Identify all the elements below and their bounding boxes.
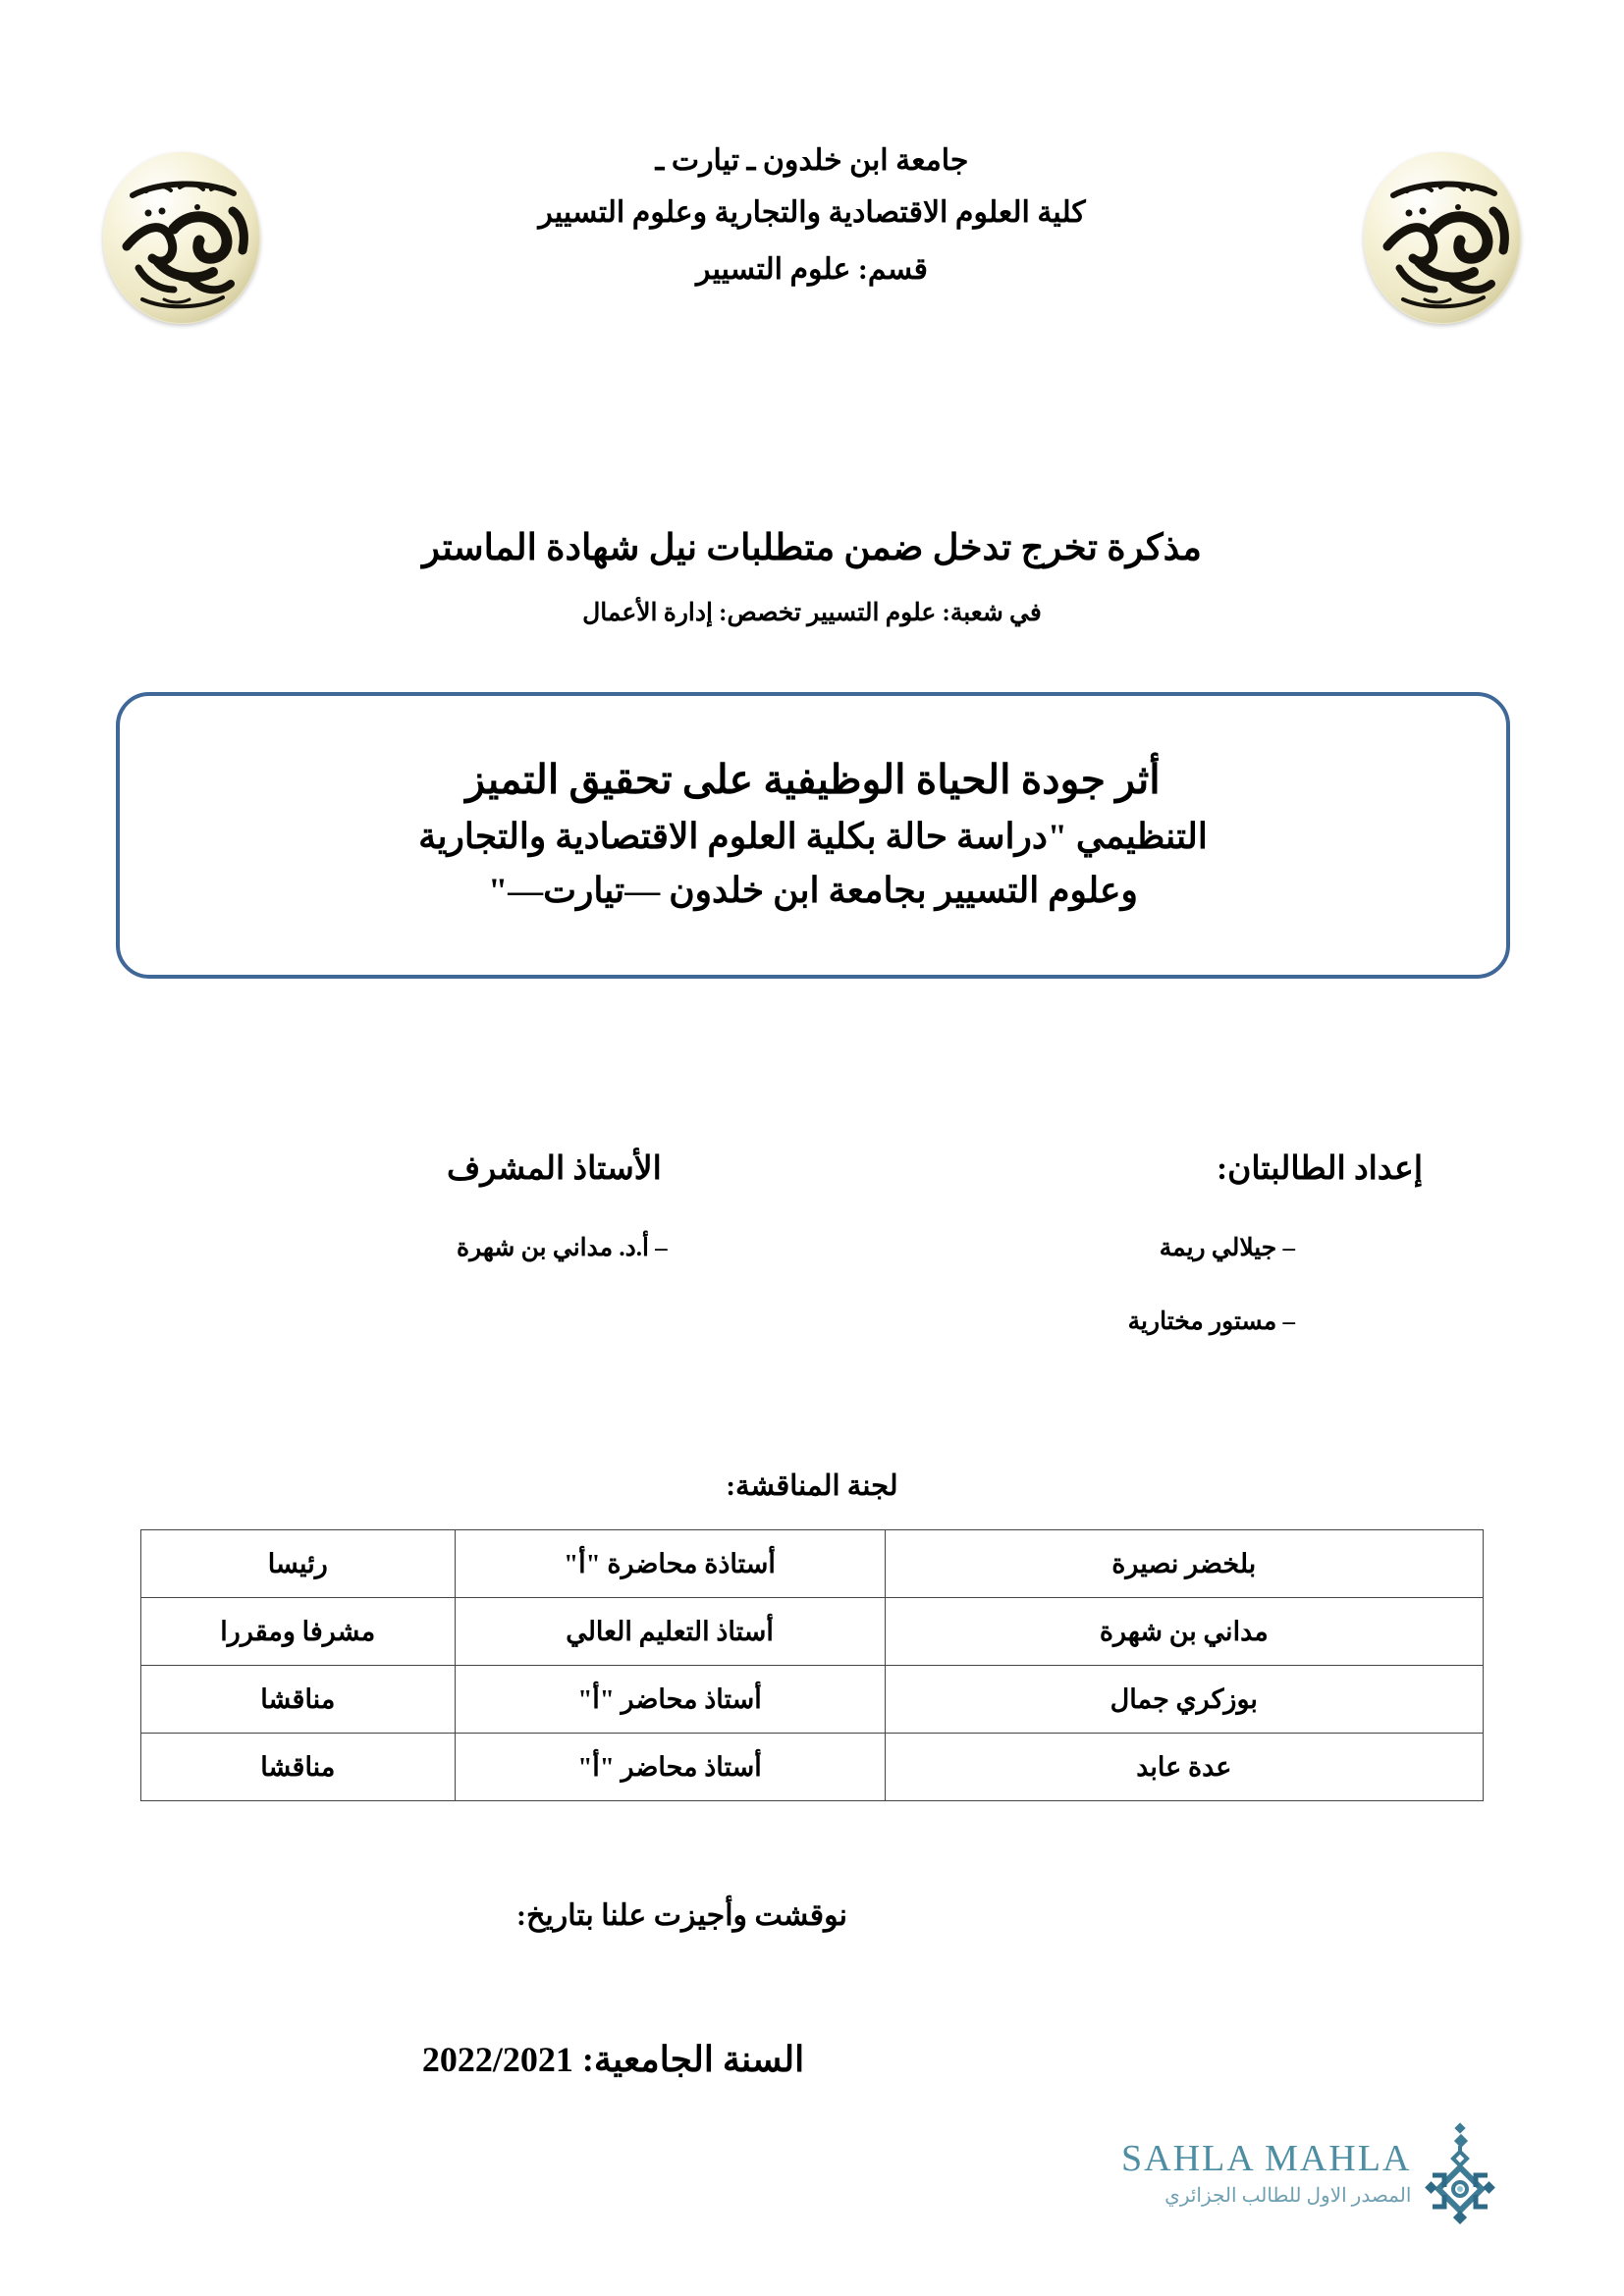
thesis-title-line-1: أثر جودة الحياة الوظيفية على تحقيق التميز: [465, 757, 1161, 803]
degree-specialty-text: في شعبة: علوم التسيير تخصص: إدارة الأعمال: [582, 600, 1042, 627]
committee-member-rank: أستاذ التعليم العالي: [455, 1598, 885, 1666]
committee-table: [140, 1529, 1484, 1801]
committee-member-name: بلخضر نصيرة: [885, 1530, 1483, 1598]
table-row: [141, 1598, 1484, 1666]
student-name-2: – مستور مختارية: [1127, 1308, 1295, 1335]
defense-date-note: نوقشت وأجيزت علنا بتاريخ:: [516, 1899, 847, 1932]
table-row: [141, 1734, 1484, 1801]
table-row: [141, 1666, 1484, 1734]
students-heading: إعداد الطالبتان:: [1217, 1151, 1423, 1187]
university-seal-left-icon: [103, 152, 260, 324]
university-seal-right-icon: [1364, 152, 1521, 324]
committee-member-rank: أستاذ محاضر "أ": [455, 1734, 885, 1801]
watermark-brand-subtitle: المصدر الاول للطالب الجزائري: [1164, 2184, 1412, 2207]
committee-member-role: مشرفا ومقررا: [141, 1598, 456, 1666]
supervisor-heading: الأستاذ المشرف: [447, 1151, 662, 1187]
degree-statement: [0, 525, 1624, 627]
thesis-title-box: [116, 692, 1510, 979]
thesis-title-line-3: وعلوم التسيير بجامعة ابن خلدون —تيارت—": [488, 871, 1138, 911]
academic-year-label: السنة الجامعية:: [581, 2040, 805, 2079]
amazigh-ornament-icon: [1421, 2122, 1499, 2224]
committee-member-rank: أستاذ محاضر "أ": [455, 1666, 885, 1734]
committee-member-name: مداني بن شهرة: [885, 1598, 1483, 1666]
page-header: [0, 137, 1624, 363]
thesis-title-line-2: التنظيمي "دراسة حالة بكلية العلوم الاقتصادية والتجارية: [418, 817, 1208, 857]
authors-supervisor-section: [147, 1148, 1477, 1394]
academic-year: [0, 2039, 1226, 2080]
degree-main-text: مذكرة تخرج تدخل ضمن متطلبات نيل شهادة الماستر: [422, 528, 1202, 568]
committee-member-name: بوزكري جمال: [885, 1666, 1483, 1734]
committee-heading: لجنة المناقشة:: [726, 1470, 898, 1502]
faculty-name: كلية العلوم الاقتصادية والتجارية وعلوم التسيير: [538, 196, 1086, 230]
sahla-mahla-watermark: [1121, 2122, 1543, 2240]
department-name: قسم: علوم التسيير: [696, 252, 928, 286]
committee-member-role: مناقشا: [141, 1666, 456, 1734]
student-name-1: – جيلالي ريمة: [1159, 1235, 1295, 1261]
institution-block: [295, 137, 1329, 293]
committee-member-name: عدة عابد: [885, 1734, 1483, 1801]
committee-member-rank: أستاذة محاضرة "أ": [455, 1530, 885, 1598]
academic-year-value: 2022/2021: [421, 2040, 573, 2079]
committee-member-role: رئيسا: [141, 1530, 456, 1598]
supervisor-name-1: – أ.د. مداني بن شهرة: [457, 1235, 668, 1261]
university-name: جامعة ابن خلدون ـ تيارت ـ: [655, 144, 969, 177]
watermark-brand-title: SAHLA MAHLA: [1121, 2137, 1412, 2179]
table-row: [141, 1530, 1484, 1598]
committee-member-role: مناقشا: [141, 1734, 456, 1801]
